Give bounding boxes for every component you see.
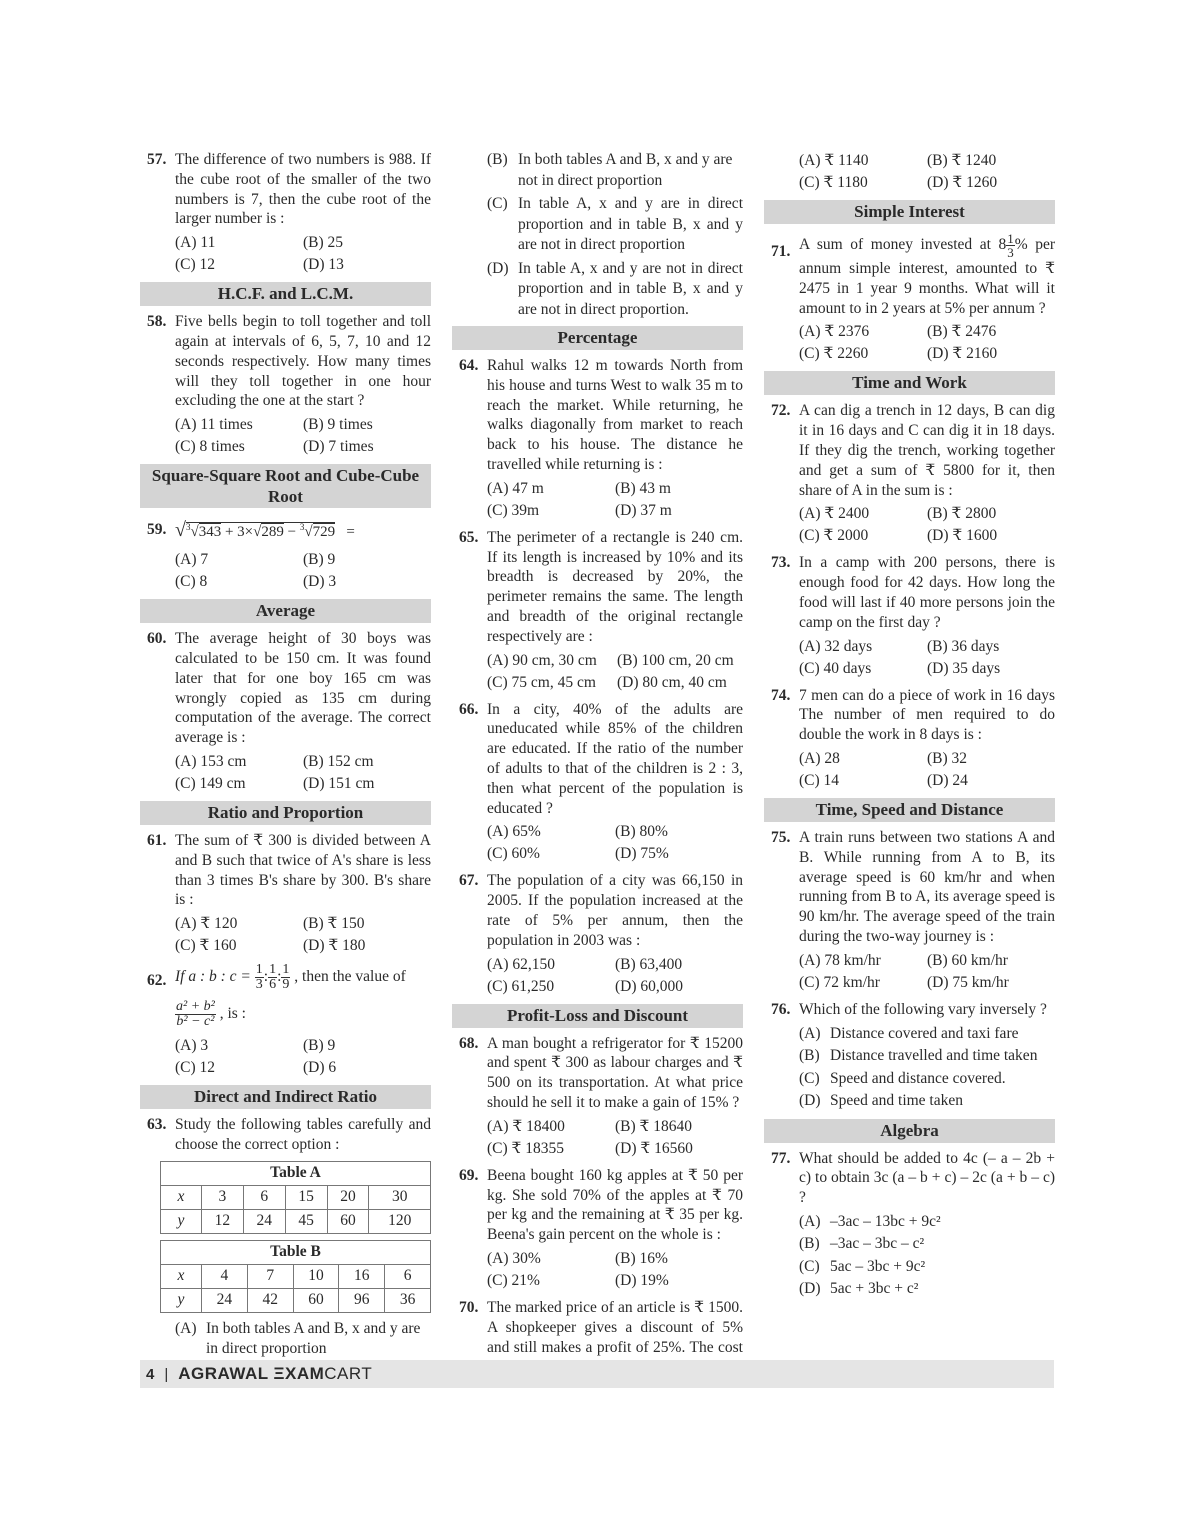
option-d: (D) 5ac + 3bc + c² <box>799 1280 919 1298</box>
table-caption: Table B <box>161 1240 431 1264</box>
question-text: A sum of money invested at 8 $\frac{1}{3}$ % per annum simple interest, amounted to ₹ 2475 in 1 year 9 months. What will it amount to in 2 years at 5% per annum ? <box>799 231 1055 317</box>
option-d: (D) 3 <box>303 573 337 591</box>
option-c: (C) ₹ 2000 <box>799 527 869 545</box>
question-62 <box>140 963 431 1029</box>
brand-logo: AGRAWAL ΞXAMCART <box>178 1364 373 1383</box>
options <box>452 821 743 865</box>
option-c: (C) ₹ 2260 <box>799 345 869 363</box>
question-number: 76. <box>771 1000 791 1018</box>
question-58 <box>140 312 431 411</box>
section-heading-time-work: Time and Work <box>764 371 1055 395</box>
option-b: (B) 60 km/hr <box>927 951 1008 969</box>
section-heading-direct-indirect: Direct and Indirect Ratio <box>140 1085 431 1109</box>
option-a: (A) 90 cm, 30 cm <box>487 651 597 669</box>
question-number: 74. <box>771 686 791 704</box>
option-b: (B) 16% <box>615 1249 668 1267</box>
option-c: (C) 61,250 <box>487 977 555 995</box>
section-heading-time-speed-distance: Time, Speed and Distance <box>764 798 1055 822</box>
section-heading-hcf-lcm: H.C.F. and L.C.M. <box>140 282 431 306</box>
option-d: (D) 80 cm, 40 cm <box>617 673 727 691</box>
options <box>452 650 743 694</box>
section-heading-simple-interest: Simple Interest <box>764 200 1055 224</box>
question-number: 67. <box>459 872 479 890</box>
option-b: (B) –3ac – 3bc – c² <box>799 1235 925 1253</box>
option-a: (A) ₹ 1140 <box>799 152 869 169</box>
option-b: (B) 32 <box>927 749 968 767</box>
option-b: (B) Distance travelled and time taken <box>799 1047 1038 1065</box>
table-row: x 3 6 15 20 30 <box>161 1185 431 1209</box>
option-c: (C) 8 <box>175 573 208 591</box>
question-text: Study the following tables carefully and choose the correct option : <box>175 1116 431 1153</box>
question-64 <box>452 356 743 475</box>
page-footer <box>140 1360 1054 1388</box>
option-a: (A) 28 <box>799 749 840 767</box>
page-number: 4 <box>146 1365 155 1383</box>
option-d: (D) ₹ 2160 <box>927 345 998 363</box>
question-number: 63. <box>147 1116 167 1134</box>
table-row: y 24 42 60 96 36 <box>161 1288 431 1312</box>
option-c: (C) In table A, x and y are in direct proportion and in table B, x and y are not in direct proportion <box>487 195 743 253</box>
option-b: (B) 25 <box>303 234 344 252</box>
question-text: The perimeter of a rectangle is 240 cm. If its length is increased by 10% and its breadth is decreased by 20%, the perimeter remains the same. The length and breadth of the original rectangle respectively are : <box>487 528 743 645</box>
section-heading-ratio-proportion: Ratio and Proportion <box>140 801 431 825</box>
section-heading-profit-loss: Profit-Loss and Discount <box>452 1004 743 1028</box>
question-text: The sum of ₹ 300 is divided between A and B such that twice of A's share is less than 3 times B's share by 300. B's share is : <box>175 831 431 909</box>
option-b: (B) 36 days <box>927 637 1000 655</box>
option-a: (A) 30% <box>487 1249 541 1267</box>
option-c: (C) 5ac – 3bc + 9c² <box>799 1257 926 1275</box>
question-59 <box>140 514 431 546</box>
option-d: (D) ₹ 1600 <box>927 527 998 545</box>
options <box>140 414 431 458</box>
question-number: 62. <box>147 972 167 990</box>
option-c: (C) 60% <box>487 845 540 863</box>
options <box>764 1211 1055 1301</box>
question-77 <box>764 1149 1055 1208</box>
option-d: (D) Speed and time taken <box>799 1092 963 1110</box>
option-a: (A) 78 km/hr <box>799 951 881 969</box>
option-b: (B) ₹ 1240 <box>927 152 997 169</box>
option-d: (D) 151 cm <box>303 774 375 792</box>
option-b: (B) 152 cm <box>303 752 374 770</box>
option-b: (B) ₹ 18640 <box>615 1117 693 1135</box>
option-a: (A) ₹ 2400 <box>799 505 870 523</box>
option-d: (D) 75% <box>615 845 669 863</box>
option-c: (C) 12 <box>175 1059 216 1077</box>
question-66 <box>452 700 743 819</box>
question-text: A can dig a trench in 12 days, B can dig it in 16 days and C can dig it in 18 days. If they dig the trench, working together and get a sum of ₹ 5800 for it, then share of A in the sum is : <box>799 402 1055 499</box>
question-65 <box>452 528 743 647</box>
option-d: (D) 19% <box>615 1271 669 1289</box>
question-text: Beena bought 160 kg apples at ₹ 50 per kg. She sold 70% of the apples at ₹ 70 per kg and the remaining at ₹ 35 per kg. Beena's gain percent on the whole is : <box>487 1166 743 1244</box>
options <box>452 1116 743 1160</box>
question-number: 61. <box>147 831 167 849</box>
question-text: A train runs between two stations A and B. While running from A to B, its average speed is 60 km/hr and when running from B to A, its average speed is 90 km/hr. The average speed of the train during the two-way journey is : <box>799 828 1055 945</box>
question-number: 65. <box>459 528 479 546</box>
question-76 <box>764 1000 1055 1020</box>
question-number: 59. <box>147 521 167 539</box>
option-c: (C) ₹ 1180 <box>799 174 868 191</box>
option-d: (D) 75 km/hr <box>927 973 1009 991</box>
question-63 <box>140 1115 431 1155</box>
option-c: (C) 14 <box>799 771 840 789</box>
option-b: (B) 9 <box>303 551 336 569</box>
option-b: (B) 9 times <box>303 416 373 434</box>
option-b: (B) ₹ 150 <box>303 915 365 933</box>
option-c: (C) 40 days <box>799 659 872 677</box>
question-73 <box>764 553 1055 632</box>
option-d: (D) In table A, x and y are not in direct proportion and in table B, x and y are not in direct proportion. <box>487 259 743 318</box>
option-a: (A) ₹ 120 <box>175 915 238 933</box>
question-number: 57. <box>147 151 167 168</box>
option-d: (D) ₹ 1260 <box>927 174 998 191</box>
options <box>140 751 431 795</box>
math-expression: √$^3$√343 + 3×√289 − $^3$√729 = <box>175 519 355 542</box>
option-a: (A) ₹ 2376 <box>799 323 870 341</box>
option-c: (C) ₹ 160 <box>175 937 237 955</box>
options <box>764 1023 1055 1113</box>
section-heading-algebra: Algebra <box>764 1119 1055 1143</box>
question-number: 66. <box>459 700 479 718</box>
question-text: The population of a city was 66,150 in 2005. If the population increased at the rate of 5% per annum, then the population in 2003 was : <box>487 872 743 949</box>
option-b: (B) 63,400 <box>615 955 683 973</box>
question-69 <box>452 1166 743 1245</box>
option-c: (C) 12 <box>175 256 216 274</box>
option-c: (C) 75 cm, 45 cm <box>487 673 596 691</box>
question-text: Five bells begin to toll together and toll again at intervals of 6, 5, 7, 10 and 12 seconds respectively. How many times will they toll together in one hour excluding the one at the start ? <box>175 313 431 410</box>
options <box>764 748 1055 792</box>
question-number: 68. <box>459 1034 479 1052</box>
option-d: (D) ₹ 180 <box>303 937 366 955</box>
options <box>452 478 743 522</box>
option-a: (A) 65% <box>487 823 541 841</box>
column-1 <box>140 150 431 1364</box>
column-2 <box>452 150 743 1380</box>
options <box>140 1035 431 1079</box>
option-b: (B) 9 <box>303 1037 336 1055</box>
question-68 <box>452 1034 743 1113</box>
option-b: (B) ₹ 2476 <box>927 323 997 341</box>
option-b: (B) 80% <box>615 823 668 841</box>
question-75 <box>764 828 1055 947</box>
question-number: 60. <box>147 630 167 648</box>
option-a: (A) –3ac – 13bc + 9c² <box>799 1212 941 1230</box>
option-b: (B) 43 m <box>615 479 671 497</box>
section-heading-square-root: Square-Square Root and Cube-Cube Root <box>140 464 431 508</box>
option-c: (C) 39m <box>487 501 540 519</box>
fraction: $\frac{1}{9}$ <box>282 962 290 993</box>
question-71 <box>764 232 1055 318</box>
option-c: (C) ₹ 18355 <box>487 1139 565 1157</box>
options <box>764 321 1055 365</box>
question-number: 58. <box>147 313 167 331</box>
option-a: (A) 32 days <box>799 637 873 655</box>
options <box>140 549 431 593</box>
question-number: 75. <box>771 828 791 846</box>
question-text: 7 men can do a piece of work in 16 days The number of men required to do double the work in 8 days is : <box>799 686 1055 744</box>
option-a: (A) 11 <box>175 234 216 252</box>
question-text: Which of the following vary inversely ? <box>799 1000 1047 1018</box>
question-text: The average height of 30 boys was calculated to be 150 cm. It was found later that for one boy 165 cm was wrongly copied as 135 cm during computation of the average. The correct average is : <box>175 630 431 747</box>
section-heading-percentage: Percentage <box>452 326 743 350</box>
fraction: $\frac{1}{3}$ <box>1007 231 1014 260</box>
option-b: (B) ₹ 2800 <box>927 505 997 523</box>
question-text: In a camp with 200 persons, there is enough food for 42 days. How long the food will last if 40 more persons join the camp on the first day ? <box>799 554 1055 631</box>
fraction: $\frac{\text{a² + b²}}{\text{b² − c²}}$ <box>176 999 215 1030</box>
option-d: (D) 24 <box>927 771 968 789</box>
table-caption: Table A <box>161 1161 431 1185</box>
option-b: (B) In both tables A and B, x and y are not in direct proportion <box>487 151 733 189</box>
option-a: (A) 62,150 <box>487 955 556 973</box>
options <box>452 150 743 320</box>
question-74 <box>764 686 1055 745</box>
option-c: (C) Speed and distance covered. <box>799 1069 1006 1087</box>
option-c: (C) 21% <box>487 1271 540 1289</box>
table-a <box>160 1161 431 1234</box>
options <box>764 503 1055 547</box>
option-c: (C) 149 cm <box>175 774 246 792</box>
question-72 <box>764 401 1055 500</box>
option-d: (D) ₹ 16560 <box>615 1139 693 1157</box>
question-67 <box>452 871 743 950</box>
option-c: (C) 72 km/hr <box>799 973 880 991</box>
question-text: Rahul walks 12 m towards North from his house and turns West to walk 35 m to reach the market. While returning, he walks diagonally from market to reach back to his house. The distance he travelled while returning is : <box>487 357 743 473</box>
question-text: The difference of two numbers is 988. If the cube root of the smaller of the two numbers is 7, then the cube root of the larger number is : <box>175 151 431 228</box>
section-heading-average: Average <box>140 599 431 623</box>
fraction: $\frac{1}{3}$ <box>255 962 263 993</box>
question-text: The marked price of an article is ₹ 1500. A shopkeeper gives a discount of 5% and still makes a profit of 25%. The cost <box>487 1298 743 1356</box>
expression: $\frac{\text{a² + b²}}{\text{b² − c²}}$ , is : <box>176 999 246 1030</box>
option-d: (D) 7 times <box>303 438 374 456</box>
option-a: (A) In both tables A and B, x and y are in direct proportion <box>175 1319 421 1357</box>
fraction: $\frac{1}{6}$ <box>269 962 277 993</box>
option-d: (D) 60,000 <box>615 977 684 995</box>
question-number: 71. <box>771 243 791 260</box>
question-number: 73. <box>771 554 791 572</box>
table-row: x 4 7 10 16 6 <box>161 1264 431 1288</box>
options <box>140 1319 431 1359</box>
options <box>140 913 431 957</box>
option-a: (A) 11 times <box>175 416 253 434</box>
table-b <box>160 1240 431 1313</box>
footer-separator: | <box>164 1365 169 1383</box>
question-57 <box>140 150 431 229</box>
option-c: (C) 8 times <box>175 438 245 456</box>
question-text: In a city, 40% of the adults are uneducated while 85% of the children are educated. If the ratio of the number of adults to that of the children is 2 : 3, then what percent of the population is educated ? <box>487 700 743 817</box>
option-d: (D) 35 days <box>927 659 1001 677</box>
options <box>452 1248 743 1292</box>
question-number: 77. <box>771 1149 791 1167</box>
option-a: (A) 3 <box>175 1037 209 1055</box>
option-a: (A) Distance covered and taxi fare <box>799 1024 1019 1042</box>
option-a: (A) ₹ 18400 <box>487 1117 565 1135</box>
option-a: (A) 7 <box>175 551 209 569</box>
option-d: (D) 6 <box>303 1059 337 1077</box>
question-text: A man bought a refrigerator for ₹ 15200 and spent ₹ 300 as labour charges and ₹ 500 on its transportation. At what price should he sell it to make a gain of 15% ? <box>487 1034 743 1111</box>
options <box>764 150 1055 194</box>
options <box>140 232 431 276</box>
table-row: y 12 24 45 60 120 <box>161 1209 431 1233</box>
option-a: (A) 153 cm <box>175 752 247 770</box>
question-text: If a : b : c = $\frac{1}{3}$ : $\frac{1}{6}$ : $\frac{1}{9}$ , then the value of <box>175 962 406 993</box>
options <box>764 636 1055 680</box>
question-number: 64. <box>459 357 479 374</box>
question-60 <box>140 629 431 748</box>
option-b: (B) 100 cm, 20 cm <box>617 651 734 669</box>
option-a: (A) 47 m <box>487 479 544 497</box>
column-3 <box>764 150 1055 1307</box>
option-d: (D) 13 <box>303 256 344 274</box>
question-number: 70. <box>459 1298 479 1316</box>
option-d: (D) 37 m <box>615 501 672 519</box>
question-61 <box>140 831 431 910</box>
options <box>452 954 743 998</box>
question-number: 72. <box>771 402 791 420</box>
question-text: What should be added to 4c (– a – 2b + c) to obtain 3c (a – b + c) – 2c (a + b – c) ? <box>799 1149 1055 1207</box>
question-number: 69. <box>459 1166 479 1184</box>
options <box>764 950 1055 994</box>
